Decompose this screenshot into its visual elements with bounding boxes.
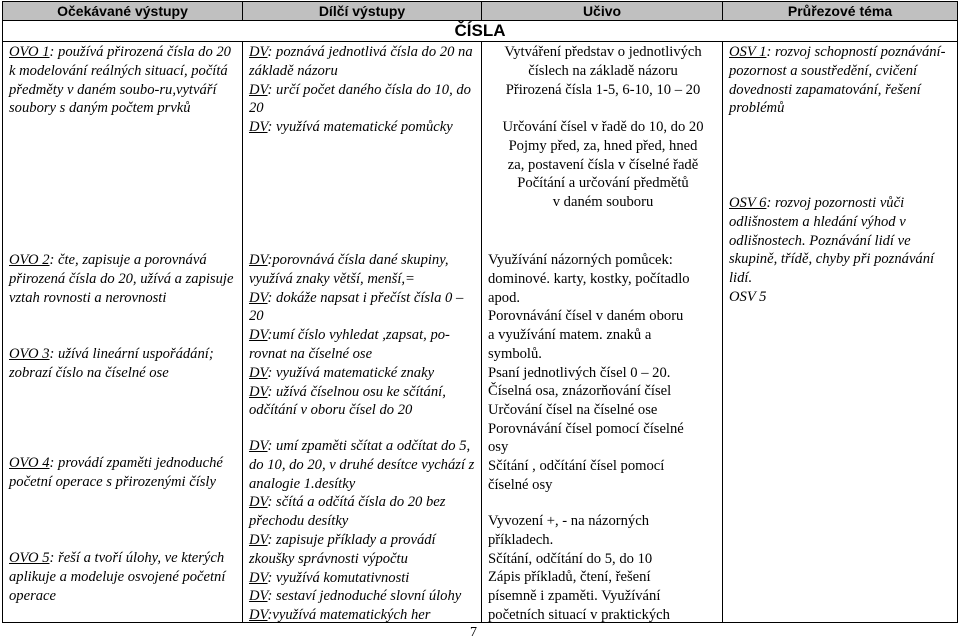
curriculum-line: v daném souboru <box>552 194 654 211</box>
section-row <box>3 21 958 42</box>
curriculum-block-1 <box>488 43 718 99</box>
ovo4-item <box>9 454 238 492</box>
curriculum-cell <box>482 42 723 623</box>
dv-text: : umí zpaměti sčítat a odčítat do 5, do 10, do 20, v druhé desítce vychází z analogie 1.desítky <box>249 438 475 492</box>
dv-block-2 <box>249 251 477 420</box>
dv-code: DV <box>249 531 268 548</box>
curriculum-line: početních situací v praktických <box>488 606 670 623</box>
ovo4-code: OVO 4 <box>9 455 50 471</box>
ovo1-text: : používá přirozená čísla do 20 k modelování reálných situací, počítá předměty v daném soubo-ru,vytváří soubory s daným počtem prvků <box>9 44 231 117</box>
header-partial-outcomes: Dílčí výstupy <box>243 2 482 21</box>
ovo1-code: OVO 1 <box>9 44 50 60</box>
dv-block-1 <box>249 43 477 137</box>
curriculum-block-3 <box>488 251 718 383</box>
dv-code: DV <box>249 438 268 454</box>
dv-text: : určí počet daného čísla do 10, do 20 <box>249 81 471 117</box>
ovo5-text: : řeší a tvoří úlohy, ve kterých aplikuje a modeluje osvojené početní operace <box>9 550 226 604</box>
curriculum-line: dominové. karty, kostky, počítadlo <box>488 270 690 287</box>
dv-text: : zapisuje příklady a provádí zkoušky správnosti výpočtu <box>249 531 436 567</box>
dv-code: DV <box>249 569 268 586</box>
ovo4-text: : provádí zpaměti jednoduché početní operace s přirozenými čísly <box>9 455 223 490</box>
curriculum-line: a využívání matem. znaků a <box>488 327 652 344</box>
curriculum-line: za, postavení čísla v číselné řadě <box>507 156 699 173</box>
dv-text: : využívá komutativnosti <box>267 569 410 586</box>
curriculum-block-5 <box>488 512 718 625</box>
curriculum-block-2 <box>488 118 718 212</box>
curriculum-line: osy <box>488 439 509 456</box>
curriculum-line: Počítání a určování předmětů <box>517 175 689 192</box>
curriculum-line: Určování čísel na číselné ose <box>488 401 658 418</box>
dv-text: :umí číslo vyhledat ,zapsat, po-rovnat na číselné ose <box>249 327 450 362</box>
dv-text: :porovnává čísla dané skupiny, využívá znaky větší, menší,= <box>249 252 449 287</box>
dv-item <box>249 118 477 137</box>
dv-code: DV <box>249 119 268 136</box>
osv1-code: OSV 1 <box>729 44 767 60</box>
dv-item <box>249 326 477 364</box>
osv6-code: OSV 6 <box>729 195 767 211</box>
dv-item <box>249 43 477 81</box>
osv5-item: OSV 5 <box>729 289 767 305</box>
ovo2-text: : čte, zapisuje a porovnává přirozená čísla do 20, užívá a zapisuje vztah rovnosti a nerovnosti <box>9 252 234 306</box>
dv-item <box>249 437 477 493</box>
dv-code: DV <box>249 327 268 344</box>
dv-item <box>249 493 477 531</box>
header-expected-outcomes: Očekávané výstupy <box>3 2 243 21</box>
dv-code: DV <box>249 289 268 306</box>
header-curriculum: Učivo <box>482 2 723 21</box>
header-cross-topics: Průřezové téma <box>723 2 958 21</box>
dv-item <box>249 606 477 625</box>
dv-item <box>249 251 477 289</box>
dv-text: : poznává jednotlivá čísla do 20 na základě názoru <box>249 44 473 79</box>
dv-item <box>249 531 477 569</box>
dv-code: DV <box>249 588 268 605</box>
curriculum-line: apod. <box>488 289 521 306</box>
curriculum-line: Sčítání , odčítání čísel pomocí <box>488 458 665 475</box>
osv1-text: : rozvoj schopností poznávání- pozornost a soustředění, cvičení dovednosti zapamatování, řešení problémů <box>729 44 946 117</box>
curriculum-line: Vytváření představ o jednotlivých <box>504 44 702 60</box>
curriculum-line: číselné osy <box>488 476 553 493</box>
dv-text: :využívá matematických her <box>267 607 431 624</box>
curriculum-line: číslech na základě názoru <box>528 62 678 79</box>
osv6-item <box>729 194 953 288</box>
curriculum-line: Číselná osa, znázorňování čísel <box>488 383 672 399</box>
dv-code: DV <box>249 44 268 60</box>
curriculum-line: Využívání názorných pomůcek: <box>488 252 673 268</box>
curriculum-line: písemně i zpaměti. Využívání <box>488 588 661 605</box>
osv1-item <box>729 43 953 118</box>
curriculum-line: symbolů. <box>488 345 542 362</box>
ovo2-item <box>9 251 238 307</box>
dv-text: : sestaví jednoduché slovní úlohy <box>267 588 462 605</box>
dv-text: : sčítá a odčítá čísla do 20 bez přechodu desítky <box>249 494 446 530</box>
dv-text: : užívá číselnou osu ke sčítání, odčítání v oboru čísel do 20 <box>249 383 446 419</box>
curriculum-line: Sčítání, odčítání do 5, do 10 <box>488 550 653 567</box>
partial-outcomes-cell <box>243 42 482 623</box>
curriculum-block-4 <box>488 382 718 495</box>
ovo5-code: OVO 5 <box>9 550 50 566</box>
header-row <box>3 2 958 21</box>
curriculum-line: příkladech. <box>488 531 554 548</box>
dv-item <box>249 383 477 421</box>
curriculum-line: Přirozená čísla 1-5, 6-10, 10 – 20 <box>505 81 701 98</box>
dv-code: DV <box>249 364 268 381</box>
dv-item <box>249 364 477 383</box>
dv-text: : využívá matematické znaky <box>267 364 435 381</box>
curriculum-table <box>2 1 958 623</box>
curriculum-line: Určování čísel v řadě do 10, do 20 <box>502 119 704 135</box>
dv-item <box>249 81 477 119</box>
curriculum-line: Pojmy před, za, hned před, hned <box>508 137 698 154</box>
section-title: ČÍSLA <box>3 21 958 42</box>
dv-item <box>249 569 477 588</box>
dv-block-3 <box>249 437 477 625</box>
dv-text: : využívá matematické pomůcky <box>267 119 453 136</box>
ovo3-text: : užívá lineární uspořádání; zobrazí číslo na číselné ose <box>9 346 214 381</box>
ovo2-code: OVO 2 <box>9 252 50 268</box>
expected-outcomes-cell <box>3 42 243 623</box>
cross-topics-cell <box>723 42 958 623</box>
page-number: 7 <box>470 625 477 640</box>
dv-text: : dokáže napsat i přečíst čísla 0 – 20 <box>249 289 464 325</box>
curriculum-line: Vyvození +, - na názorných <box>488 513 650 529</box>
ovo3-item <box>9 345 238 383</box>
dv-item <box>249 289 477 327</box>
dv-code: DV <box>249 494 268 511</box>
dv-code: DV <box>249 607 268 624</box>
ovo3-code: OVO 3 <box>9 346 50 362</box>
dv-code: DV <box>249 81 268 98</box>
osv6-text: : rozvoj pozornosti vůči odlišnostem a hledání výhod v odlišnostech. Poznávání lidí ve skupině, třídě, chyby při poznávání lidí. <box>729 195 935 287</box>
curriculum-line: Psaní jednotlivých čísel 0 – 20. <box>488 364 671 381</box>
curriculum-line: Zápis příkladů, čtení, řešení <box>488 569 651 586</box>
curriculum-line: Porovnávání čísel pomocí číselné <box>488 420 684 437</box>
content-row <box>3 42 958 623</box>
dv-code: DV <box>249 252 268 268</box>
dv-code: DV <box>249 383 268 400</box>
ovo1-item <box>9 43 238 118</box>
curriculum-line: Porovnávání čísel v daném oboru <box>488 308 684 325</box>
dv-item <box>249 587 477 606</box>
ovo5-item <box>9 549 238 605</box>
